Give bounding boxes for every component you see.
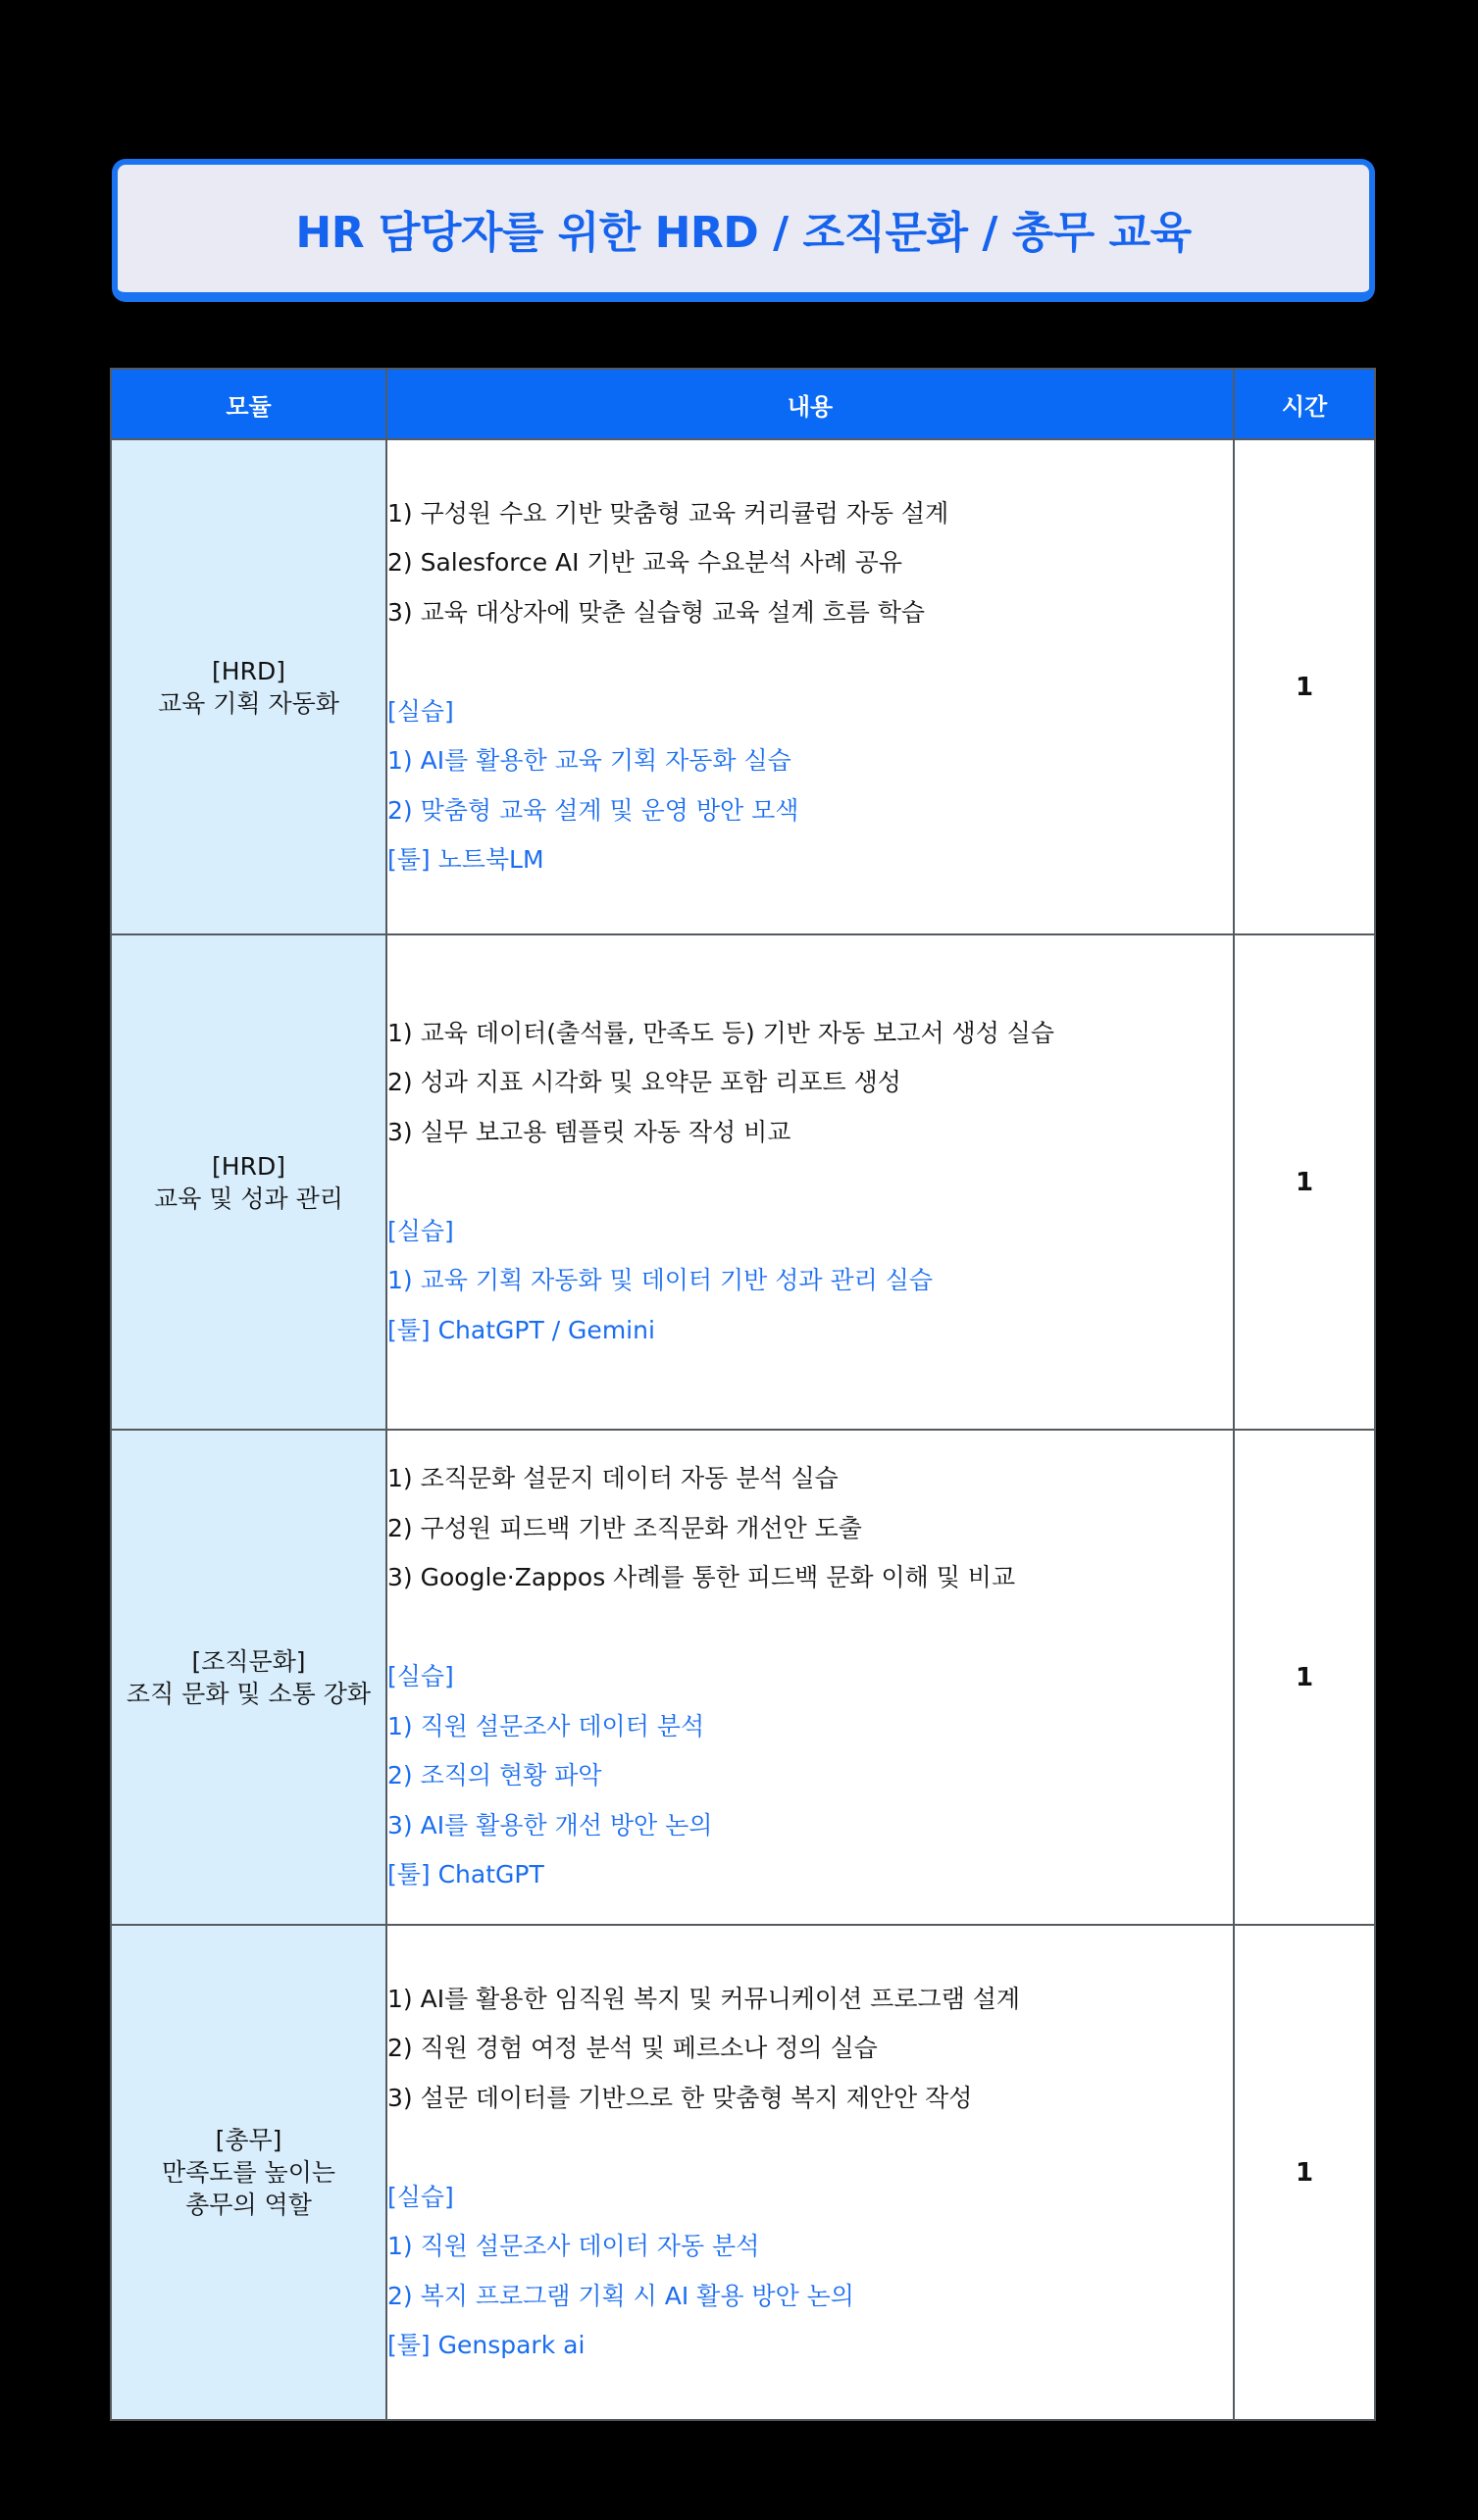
module-cell (111, 1430, 386, 1925)
header-module: 모듈 (111, 369, 386, 439)
practice-item: [실습] (387, 1662, 454, 1691)
practice-item: [실습] (387, 1216, 454, 1245)
content-cell (386, 1925, 1234, 2420)
practice-item: 1) 교육 기획 자동화 및 데이터 기반 성과 관리 실습 (387, 1266, 934, 1295)
content-item: 1) 구성원 수요 기반 맞춤형 교육 커리큘럼 자동 설계 (387, 498, 949, 528)
content-item: 2) 직원 경험 여정 분석 및 페르소나 정의 실습 (387, 2034, 878, 2062)
curriculum-table (110, 368, 1376, 2421)
module-name: [HRD] 교육 기획 자동화 (158, 656, 339, 718)
content-item: 2) 성과 지표 시각화 및 요약문 포함 리포트 생성 (387, 1068, 901, 1097)
title-banner (112, 159, 1375, 302)
table-row (111, 439, 1375, 934)
content-item: 3) 교육 대상자에 맞춘 실습형 교육 설계 흐름 학습 (387, 597, 926, 627)
practice-item: [툴] ChatGPT (387, 1860, 544, 1890)
content-item: 2) 구성원 피드백 기반 조직문화 개선안 도출 (387, 1513, 862, 1542)
content-item: 1) AI를 활용한 임직원 복지 및 커뮤니케이션 프로그램 설계 (387, 1984, 1021, 2013)
practice-item: 1) AI를 활용한 교육 기획 자동화 실습 (387, 746, 791, 775)
content-item: 1) 교육 데이터(출석률, 만족도 등) 기반 자동 보고서 생성 실습 (387, 1018, 1055, 1047)
practice-item: [실습] (387, 696, 454, 726)
module-cell (111, 439, 386, 934)
header-content: 내용 (386, 369, 1234, 439)
practice-item: [툴] Genspark ai (387, 2331, 586, 2359)
module-cell (111, 1925, 386, 2420)
practice-item: [실습] (387, 2182, 454, 2211)
content-item: 3) Google·Zappos 사례를 통한 피드백 문화 이해 및 비교 (387, 1563, 1016, 1592)
practice-item: 2) 복지 프로그램 기획 시 AI 활용 방안 논의 (387, 2281, 854, 2310)
header-hours: 시간 (1234, 369, 1375, 439)
practice-item: [툴] ChatGPT / Gemini (387, 1315, 655, 1344)
spacer (387, 1157, 1233, 1207)
content-cell (386, 1430, 1234, 1925)
table-row (111, 1925, 1375, 2420)
hours-cell: 1 (1234, 1430, 1375, 1925)
content-item: 3) 설문 데이터를 기반으로 한 맞춤형 복지 제안안 작성 (387, 2083, 973, 2112)
module-name: [총무] 만족도를 높이는 총무의 역할 (162, 2126, 335, 2219)
content-item: 3) 실무 보고용 템플릿 자동 작성 비교 (387, 1117, 791, 1146)
practice-item: 2) 맞춤형 교육 설계 및 운영 방안 모색 (387, 795, 799, 825)
spacer (387, 637, 1233, 687)
page-title: HR 담당자를 위한 HRD / 조직문화 / 총무 교육 (295, 208, 1192, 258)
content-item: 2) Salesforce AI 기반 교육 수요분석 사례 공유 (387, 548, 903, 577)
practice-item: 2) 조직의 현황 파악 (387, 1761, 602, 1790)
module-name: [조직문화] 조직 문화 및 소통 강화 (126, 1646, 372, 1708)
content-cell (386, 934, 1234, 1430)
table-row (111, 934, 1375, 1430)
spacer (387, 1603, 1233, 1653)
module-cell (111, 934, 386, 1430)
hours-cell: 1 (1234, 1925, 1375, 2420)
spacer (387, 2123, 1233, 2173)
hours-cell: 1 (1234, 439, 1375, 934)
content-cell (386, 439, 1234, 934)
practice-item: 1) 직원 설문조사 데이터 분석 (387, 1711, 705, 1740)
practice-item: 3) AI를 활용한 개선 방안 논의 (387, 1810, 713, 1840)
table-row (111, 1430, 1375, 1925)
module-name: [HRD] 교육 및 성과 관리 (154, 1151, 343, 1213)
content-item: 1) 조직문화 설문지 데이터 자동 분석 실습 (387, 1464, 839, 1493)
practice-item: 1) 직원 설문조사 데이터 자동 분석 (387, 2232, 760, 2260)
hours-cell: 1 (1234, 934, 1375, 1430)
practice-item: [툴] 노트북LM (387, 845, 544, 874)
table-header-row (111, 369, 1375, 439)
